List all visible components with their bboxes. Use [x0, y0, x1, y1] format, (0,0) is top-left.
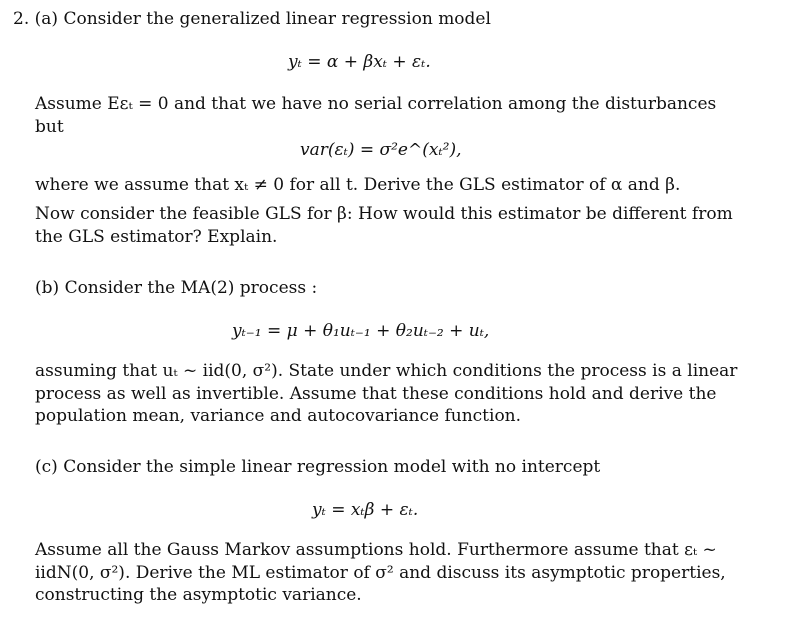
part-c-line-1: Assume all the Gauss Markov assumptions hold. Furthermore assume that εₜ ~ — [35, 540, 717, 560]
part-c-label: (c) — [35, 457, 58, 477]
part-a-equation: yₜ = α + βxₜ + εₜ. — [288, 52, 431, 72]
part-b-equation: yₜ₋₁ = μ + θ₁uₜ₋₁ + θ₂uₜ₋₂ + uₜ, — [232, 321, 490, 341]
part-a-fgls-line-1: Now consider the feasible GLS for β: How would this estimator be different from — [35, 204, 733, 224]
part-b-intro-line — [35, 277, 317, 299]
part-c-intro-line — [35, 456, 600, 478]
part-a-label: (a) — [34, 9, 59, 29]
part-b-line-2: process as well as invertible. Assume that these conditions hold and derive the — [35, 384, 717, 404]
part-c-equation: yₜ = xₜβ + εₜ. — [312, 500, 419, 520]
part-b-label: (b) — [35, 278, 60, 298]
part-c-line-3: constructing the asymptotic variance. — [35, 585, 362, 605]
part-b-line-1: assuming that uₜ ~ iid(0, σ²). State under which conditions the process is a linear — [35, 361, 738, 381]
part-a-intro: Consider the generalized linear regression model — [63, 9, 491, 29]
part-a-assume-line-1: Assume Eεₜ = 0 and that we have no serial correlation among the disturbances — [35, 94, 717, 114]
part-a-fgls-line-2: the GLS estimator? Explain. — [35, 227, 278, 247]
part-b-line-3: population mean, variance and autocovariance function. — [35, 406, 522, 426]
question-number: 2. — [13, 9, 30, 29]
part-c-intro: Consider the simple linear regression model with no intercept — [63, 457, 601, 477]
part-a-where-line: where we assume that xₜ ≠ 0 for all t. Derive the GLS estimator of α and β. — [35, 175, 681, 195]
part-a-variance-equation: var(εₜ) = σ²e^(xₜ²), — [300, 140, 462, 160]
question-header-line — [13, 8, 491, 30]
part-a-assume-line-2: but — [35, 117, 64, 137]
part-b-intro: Consider the MA(2) process : — [64, 278, 318, 298]
part-c-line-2: iidN(0, σ²). Derive the ML estimator of σ² and discuss its asymptotic properties, — [35, 563, 726, 583]
